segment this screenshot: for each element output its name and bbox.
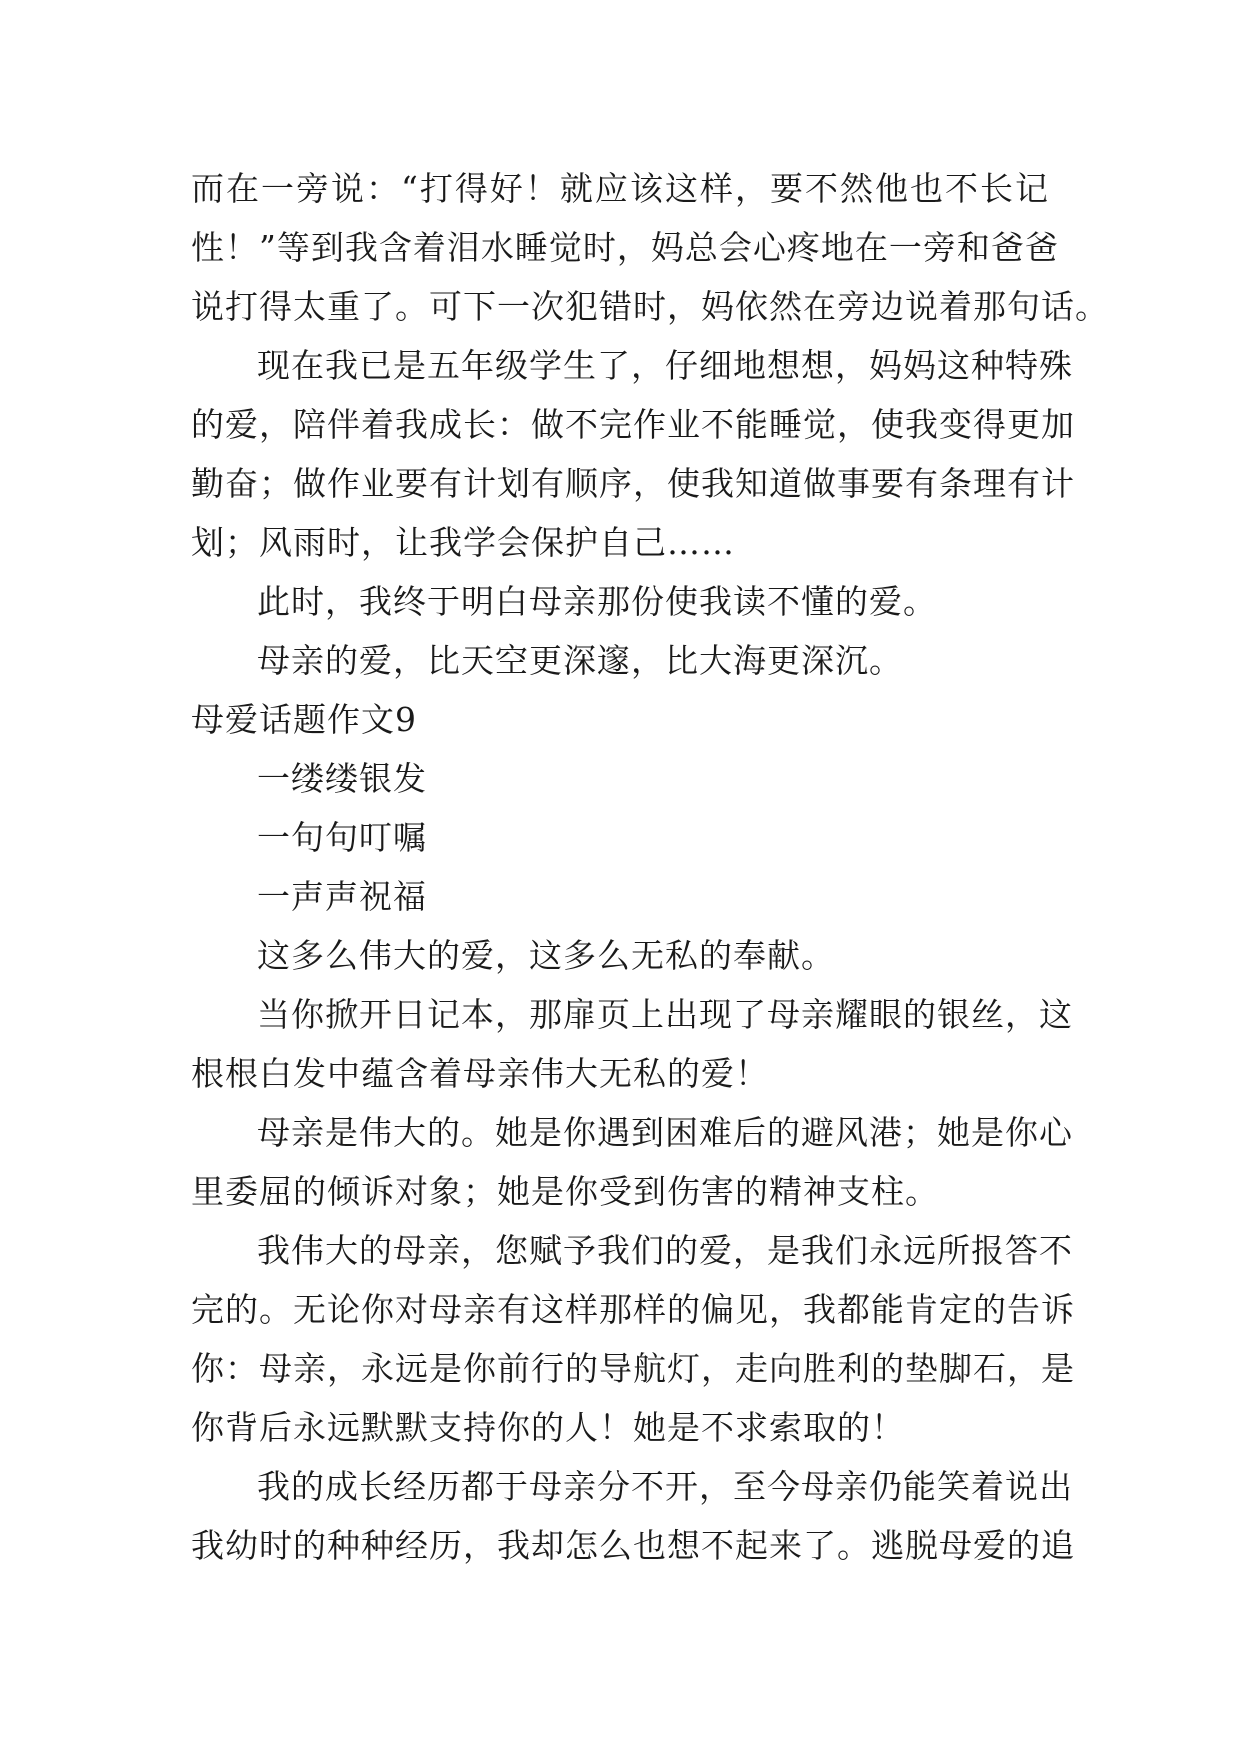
paragraph-7 [191, 1103, 1073, 1221]
paragraph-6 [191, 985, 1073, 1103]
paragraph-4: 母亲的爱，比天空更深邃，比大海更深沉。 [257, 641, 903, 680]
text-line: 而在一旁说：“打得好！就应该这样，要不然他也不长记 [191, 169, 1049, 208]
text-line: 当你掀开日记本，那扉页上出现了母亲耀眼的银丝，这 [257, 995, 1073, 1034]
paragraph-2 [191, 336, 1075, 572]
text-line: 勤奋；做作业要有计划有顺序，使我知道做事要有条理有计 [191, 464, 1075, 503]
text-line: 你背后永远默默支持你的人！她是不求索取的！ [191, 1408, 905, 1447]
text-line: 的爱，陪伴着我成长：做不完作业不能睡觉，使我变得更加 [191, 405, 1075, 444]
text-line: 我幼时的种种经历，我却怎么也想不起来了。逃脱母爱的追 [191, 1526, 1075, 1565]
text-line: 划；风雨时，让我学会保护自己…… [191, 523, 735, 562]
text-line: 你：母亲，永远是你前行的导航灯，走向胜利的垫脚石，是 [191, 1349, 1075, 1388]
section-heading: 母爱话题作文9 [191, 700, 417, 739]
text-line: 根根白发中蕴含着母亲伟大无私的爱！ [191, 1054, 769, 1093]
text-line: 我伟大的母亲，您赋予我们的爱，是我们永远所报答不 [257, 1231, 1073, 1270]
poem-line: 一缕缕银发 [257, 759, 427, 798]
text-line: 里委屈的倾诉对象；她是你受到伤害的精神支柱。 [191, 1172, 939, 1211]
poem-line: 一声声祝福 [257, 877, 427, 916]
paragraph-3: 此时，我终于明白母亲那份使我读不懂的爱。 [257, 582, 937, 621]
text-line: 母亲是伟大的。她是你遇到困难后的避风港；她是你心 [257, 1113, 1073, 1152]
poem-line: 一句句叮嘱 [257, 818, 427, 857]
paragraph-1 [191, 159, 1109, 336]
text-line: 完的。无论你对母亲有这样那样的偏见，我都能肯定的告诉 [191, 1290, 1075, 1329]
text-line: 现在我已是五年级学生了，仔细地想想，妈妈这种特殊 [257, 346, 1073, 385]
paragraph-9 [191, 1457, 1075, 1575]
paragraph-5: 这多么伟大的爱，这多么无私的奉献。 [257, 936, 835, 975]
document-page [191, 159, 1109, 1575]
paragraph-8 [191, 1221, 1075, 1457]
text-line: 说打得太重了。可下一次犯错时，妈依然在旁边说着那句话。 [191, 287, 1109, 326]
text-line: 性！”等到我含着泪水睡觉时，妈总会心疼地在一旁和爸爸 [191, 228, 1059, 267]
text-line: 我的成长经历都于母亲分不开，至今母亲仍能笑着说出 [257, 1467, 1073, 1506]
